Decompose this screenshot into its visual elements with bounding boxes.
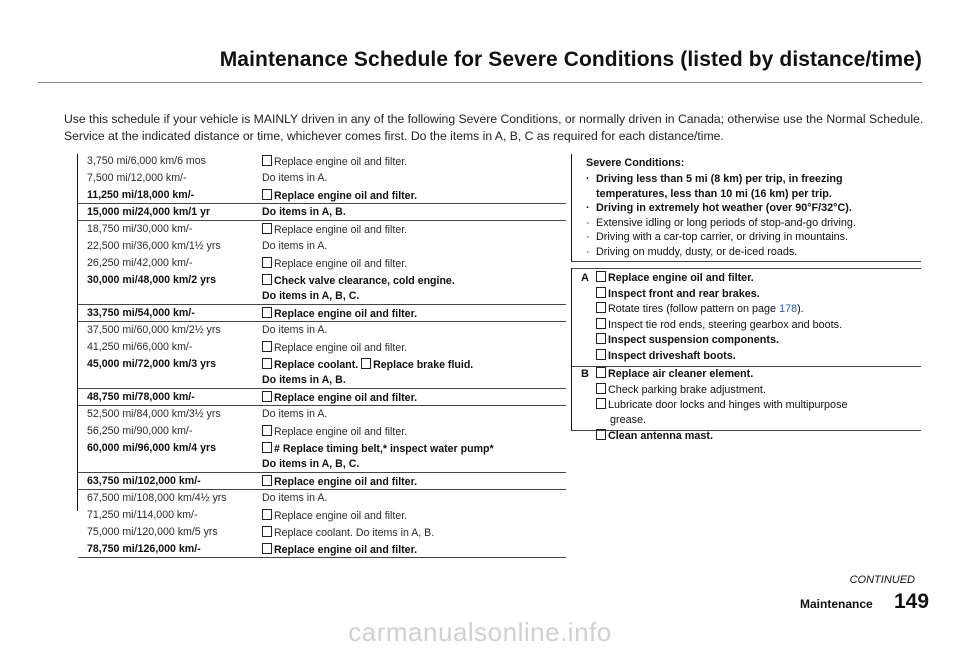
schedule-action-text: Replace engine oil and filter. — [274, 510, 408, 522]
schedule-action-text: Replace engine oil and filter. — [274, 156, 408, 168]
schedule-row — [78, 390, 566, 406]
row-divider — [78, 405, 566, 406]
schedule-interval: 37,500 mi/60,000 km/2½ yrs — [87, 324, 221, 336]
group-item — [596, 333, 842, 349]
checkbox-icon[interactable] — [262, 189, 272, 200]
schedule-interval: 3,750 mi/6,000 km/6 mos — [87, 155, 206, 167]
schedule-row — [78, 205, 566, 221]
schedule-action-text: Do items in A, B. — [262, 206, 346, 218]
checkbox-icon[interactable] — [262, 358, 272, 369]
checkbox-icon[interactable] — [596, 429, 606, 440]
group-item — [596, 429, 847, 445]
schedule-row — [78, 323, 566, 339]
checkbox-icon[interactable] — [361, 358, 371, 369]
row-divider — [78, 489, 566, 490]
schedule-row — [78, 222, 566, 238]
schedule-action — [262, 492, 327, 504]
watermark: carmanualsonline.info — [348, 617, 612, 647]
schedule-action-text: Replace engine oil and filter. — [274, 426, 408, 438]
schedule-table — [77, 154, 566, 556]
page-number: 149 — [894, 590, 930, 613]
schedule-row — [78, 474, 566, 490]
schedule-action — [262, 307, 417, 320]
group-item — [596, 367, 847, 383]
group-item — [596, 349, 842, 365]
severe-conditions-list — [586, 173, 856, 260]
group-item-text: Inspect front and rear brakes. — [608, 287, 760, 300]
intro-paragraph: Use this schedule if your vehicle is MAINLY driven in any of the following Severe Conditions, or normally driven in Canada; otherwise use the Normal Schedule. Service at the indicated distance or time, whichever comes first. Do the items in A, B, C as required for each distance/time. — [64, 112, 924, 143]
checkbox-icon[interactable] — [262, 307, 272, 318]
group-items — [596, 271, 842, 364]
schedule-interval: 78,750 mi/126,000 km/- — [87, 543, 201, 555]
schedule-row — [78, 256, 566, 272]
schedule-action-text: Do items in A. — [262, 408, 328, 420]
schedule-action-text: Do items in A. — [262, 324, 328, 336]
schedule-interval: 63,750 mi/102,000 km/- — [87, 475, 201, 487]
schedule-interval: 75,000 mi/120,000 km/5 yrs — [87, 526, 218, 538]
group-item-text: Replace engine oil and filter. — [608, 272, 754, 284]
page-title: Maintenance Schedule for Severe Conditions (listed by distance/time) — [219, 48, 922, 71]
severe-condition-item: · Driving less than 5 mi (8 km) per trip, in freezing — [586, 173, 856, 188]
group-item-text: Check parking brake adjustment. — [608, 383, 766, 396]
group-item-text: Rotate tires (follow pattern on — [608, 303, 750, 315]
schedule-interval: 60,000 mi/96,000 km/4 yrs — [87, 442, 216, 454]
schedule-row — [78, 407, 566, 423]
severe-condition-item: · Driving in extremely hot weather (over 90°F/32°C). — [586, 202, 856, 217]
schedule-interval: 18,750 mi/30,000 km/- — [87, 223, 193, 235]
schedule-action-text: Replace brake fluid. — [373, 359, 474, 371]
schedule-action-text: Do items in A. — [262, 240, 328, 252]
schedule-action — [262, 358, 473, 371]
group-item-text: Inspect suspension components. — [608, 334, 779, 346]
schedule-interval: 48,750 mi/78,000 km/- — [87, 391, 195, 403]
group-letter: B — [581, 368, 589, 380]
checkbox-icon[interactable] — [596, 333, 606, 344]
checkbox-icon[interactable] — [596, 287, 606, 298]
schedule-action-text: Replace engine oil and filter. — [274, 190, 418, 202]
schedule-action-text: Replace engine oil and filter. — [274, 258, 408, 270]
item-groups-box — [571, 268, 921, 442]
schedule-interval: 71,250 mi/114,000 km/- — [87, 509, 198, 521]
schedule-action-continuation: Do items in A, B. — [262, 374, 346, 386]
checkbox-icon[interactable] — [596, 367, 606, 378]
checkbox-icon[interactable] — [262, 442, 272, 453]
group-item-text: Inspect driveshaft boots. — [608, 349, 736, 362]
group-item-text: Lubricate door locks and hinges with multipurpose — [608, 399, 848, 411]
checkbox-icon[interactable] — [262, 223, 272, 234]
schedule-row — [78, 441, 566, 473]
group-item — [596, 414, 847, 430]
checkbox-icon[interactable] — [262, 543, 272, 554]
schedule-action — [262, 341, 407, 354]
schedule-action-text: Replace engine oil and filter. — [274, 308, 418, 320]
section-name: Maintenance — [800, 597, 873, 611]
group-items — [596, 367, 847, 445]
schedule-row — [78, 508, 566, 524]
group-item-text: Replace air cleaner element. — [608, 368, 754, 380]
schedule-action — [262, 543, 417, 556]
schedule-interval: 30,000 mi/48,000 km/2 yrs — [87, 274, 216, 286]
page-ref-link[interactable]: 178 — [779, 303, 798, 315]
severe-condition-item: · Extensive idling or long periods of stop-and-go driving. — [586, 217, 856, 232]
severe-conditions-box — [571, 154, 921, 262]
group-item — [596, 271, 842, 287]
schedule-interval: 67,500 mi/108,000 km/4½ yrs — [87, 492, 227, 504]
schedule-row — [78, 491, 566, 507]
schedule-action-text: Replace engine oil and filter. — [274, 544, 418, 556]
schedule-action — [262, 257, 407, 270]
schedule-action — [262, 475, 417, 488]
schedule-row — [78, 340, 566, 356]
schedule-action — [262, 509, 407, 522]
group-item — [596, 287, 842, 303]
schedule-row — [78, 542, 566, 558]
schedule-action — [262, 408, 327, 420]
group-item-text: Inspect tie rod ends, steering gearbox and boots. — [608, 318, 843, 331]
checkbox-icon[interactable] — [262, 257, 272, 268]
schedule-interval: 56,250 mi/90,000 km/- — [87, 425, 193, 437]
group-letter: A — [581, 272, 589, 284]
schedule-action — [262, 324, 327, 336]
group-item-text: grease. — [610, 413, 647, 426]
schedule-interval: 41,250 mi/66,000 km/- — [87, 341, 193, 353]
schedule-row — [78, 239, 566, 255]
continued-label: CONTINUED — [849, 574, 915, 586]
schedule-action — [262, 442, 494, 455]
title-divider — [38, 82, 922, 83]
schedule-action-text: Replace engine oil and filter. — [274, 224, 408, 236]
schedule-action — [262, 391, 417, 404]
severe-condition-item: · Driving on muddy, dusty, or de-iced roads. — [586, 246, 856, 261]
checkbox-icon[interactable] — [262, 391, 272, 402]
row-divider — [78, 472, 566, 473]
row-divider — [78, 304, 566, 305]
checkbox-icon[interactable] — [596, 349, 606, 360]
schedule-interval: 15,000 mi/24,000 km/1 yr — [87, 206, 211, 218]
row-divider — [78, 220, 566, 221]
schedule-action-continuation: Do items in A, B, C. — [262, 458, 360, 470]
checkbox-icon[interactable] — [262, 341, 272, 352]
checkbox-icon[interactable] — [262, 155, 272, 166]
schedule-action — [262, 155, 407, 168]
checkbox-icon[interactable] — [596, 271, 606, 282]
schedule-row — [78, 188, 566, 204]
schedule-interval: 7,500 mi/12,000 km/- — [87, 172, 187, 184]
checkbox-icon[interactable] — [596, 398, 606, 409]
schedule-row — [78, 171, 566, 187]
severe-condition-item: · Driving with a car-top carrier, or driving in mountains. — [586, 231, 856, 246]
group-item — [596, 318, 842, 334]
group-item-text: Clean antenna mast. — [608, 430, 714, 442]
schedule-interval: 45,000 mi/72,000 km/3 yrs — [87, 358, 216, 370]
schedule-action-continuation: Do items in A, B, C. — [262, 290, 360, 302]
severe-condition-item: temperatures, less than 10 mi (16 km) per trip. — [596, 187, 832, 200]
schedule-action-text: Replace coolant. Do items in A, B. — [274, 527, 435, 539]
row-divider — [78, 203, 566, 204]
row-divider — [78, 557, 566, 558]
page-ref-suffix: ). — [797, 303, 804, 315]
schedule-action-text: Replace engine oil and filter. — [274, 476, 418, 488]
schedule-action-text: # Replace timing belt,* inspect water pump* — [274, 443, 494, 455]
checkbox-icon[interactable] — [596, 383, 606, 394]
schedule-interval: 11,250 mi/18,000 km/- — [87, 189, 195, 201]
checkbox-icon[interactable] — [262, 274, 272, 285]
schedule-interval: 33,750 mi/54,000 km/- — [87, 307, 195, 319]
schedule-action — [262, 274, 455, 287]
checkbox-icon[interactable] — [262, 425, 272, 436]
schedule-row — [78, 424, 566, 440]
schedule-row — [78, 154, 566, 170]
severe-conditions-title: Severe Conditions: — [586, 157, 685, 169]
schedule-interval: 22,500 mi/36,000 km/1½ yrs — [87, 240, 221, 252]
schedule-action — [262, 172, 327, 184]
group-item — [596, 302, 842, 318]
schedule-row — [78, 306, 566, 322]
checkbox-icon[interactable] — [262, 509, 272, 520]
schedule-action — [262, 240, 327, 252]
checkbox-icon[interactable] — [596, 302, 606, 313]
group-item — [596, 398, 847, 414]
schedule-action-text: Do items in A. — [262, 172, 328, 184]
schedule-action-text: Replace engine oil and filter. — [274, 392, 418, 404]
page-ref-label: page — [752, 303, 777, 315]
schedule-interval: 26,250 mi/42,000 km/- — [87, 257, 193, 269]
schedule-action-text: Replace coolant. — [274, 359, 359, 371]
row-divider — [78, 321, 566, 322]
row-divider — [78, 388, 566, 389]
schedule-action — [262, 526, 434, 539]
schedule-row — [78, 525, 566, 541]
schedule-action — [262, 189, 417, 202]
checkbox-icon[interactable] — [262, 526, 272, 537]
schedule-interval: 52,500 mi/84,000 km/3½ yrs — [87, 408, 221, 420]
group-item — [596, 383, 847, 399]
schedule-action — [262, 206, 346, 218]
schedule-action-text: Do items in A. — [262, 492, 328, 504]
checkbox-icon[interactable] — [596, 318, 606, 329]
schedule-action — [262, 223, 407, 236]
schedule-action-text: Check valve clearance, cold engine. — [274, 275, 455, 287]
schedule-action — [262, 425, 407, 438]
schedule-row — [78, 273, 566, 305]
checkbox-icon[interactable] — [262, 475, 272, 486]
schedule-action-text: Replace engine oil and filter. — [274, 342, 408, 354]
schedule-row — [78, 357, 566, 389]
